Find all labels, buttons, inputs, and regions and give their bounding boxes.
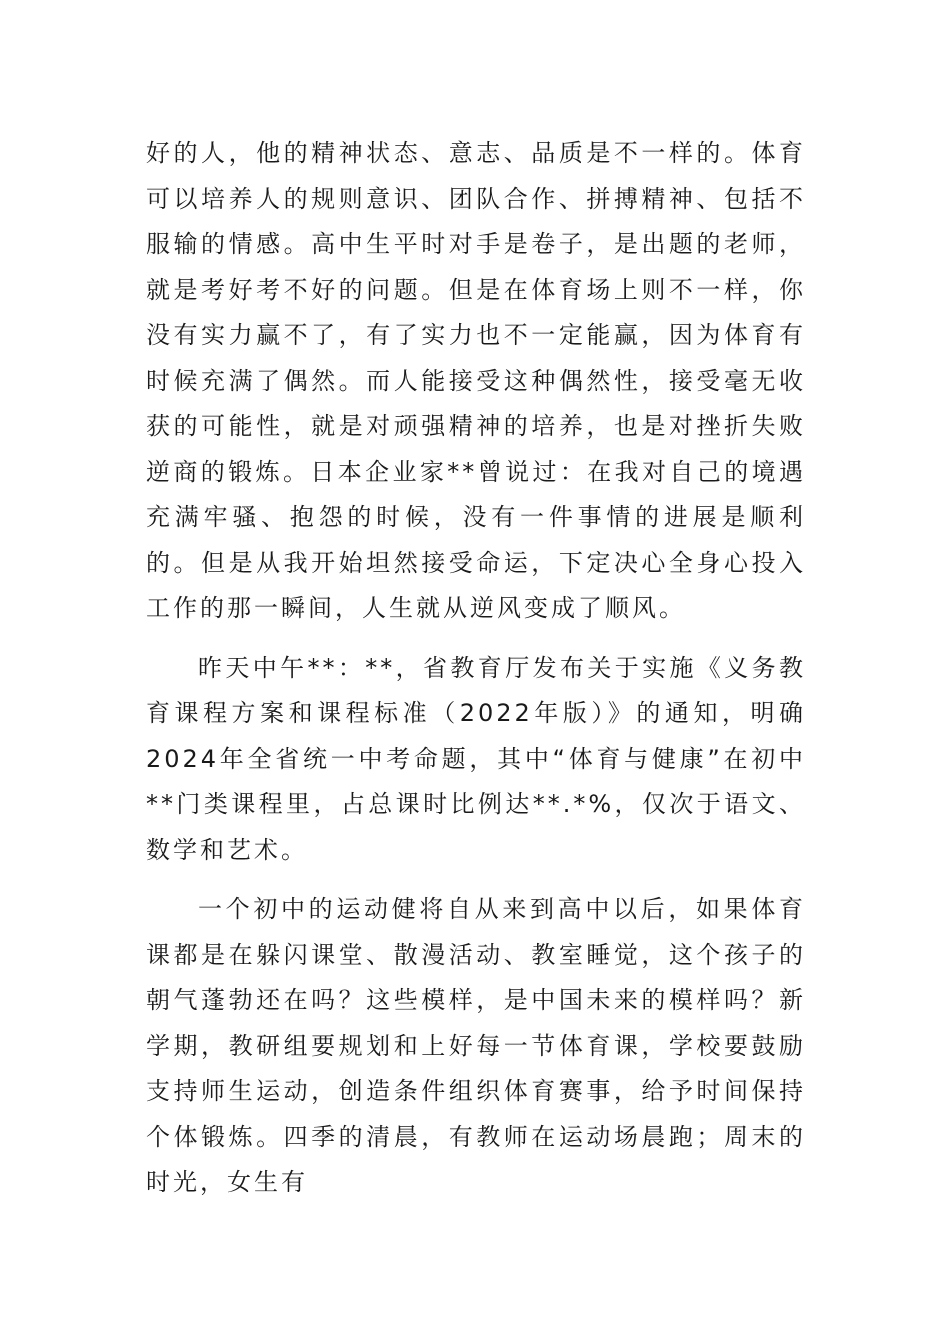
- paragraph-1: 好的人，他的精神状态、意志、品质是不一样的。体育可以培养人的规则意识、团队合作、拼搏精神、包括不服输的情感。高中生平时对手是卷子，是出题的老师，就是考好考不好的问题。但是在体育场上则不一样，你没有实力赢不了，有了实力也不一定能赢，因为体育有时候充满了偶然。而人能接受这种偶然性，接受毫无收获的可能性，就是对顽强精神的培养，也是对挫折失败逆商的锻炼。日本企业家**曾说过：在我对自己的境遇充满牢骚、抱怨的时候，没有一件事情的进展是顺利的。但是从我开始坦然接受命运，下定决心全身心投入工作的那一瞬间，人生就从逆风变成了顺风。: [146, 139, 806, 622]
- paragraph-2: 昨天中午**：**，省教育厅发布关于实施《义务教育课程方案和课程标准（2022年版）》的通知，明确2024年全省统一中考命题，其中“体育与健康”在初中**门类课程里，占总课时比例达**.*%，仅次于语文、数学和艺术。: [146, 653, 806, 864]
- document-body: [146, 131, 806, 1206]
- paragraph-3: 一个初中的运动健将自从来到高中以后，如果体育课都是在躲闪课堂、散漫活动、教室睡觉，这个孩子的朝气蓬勃还在吗？这些模样，是中国未来的模样吗？新学期，教研组要规划和上好每一节体育课，学校要鼓励支持师生运动，创造条件组织体育赛事，给予时间保持个体锻炼。四季的清晨，有教师在运动场晨跑；周末的时光，女生有: [146, 895, 806, 1196]
